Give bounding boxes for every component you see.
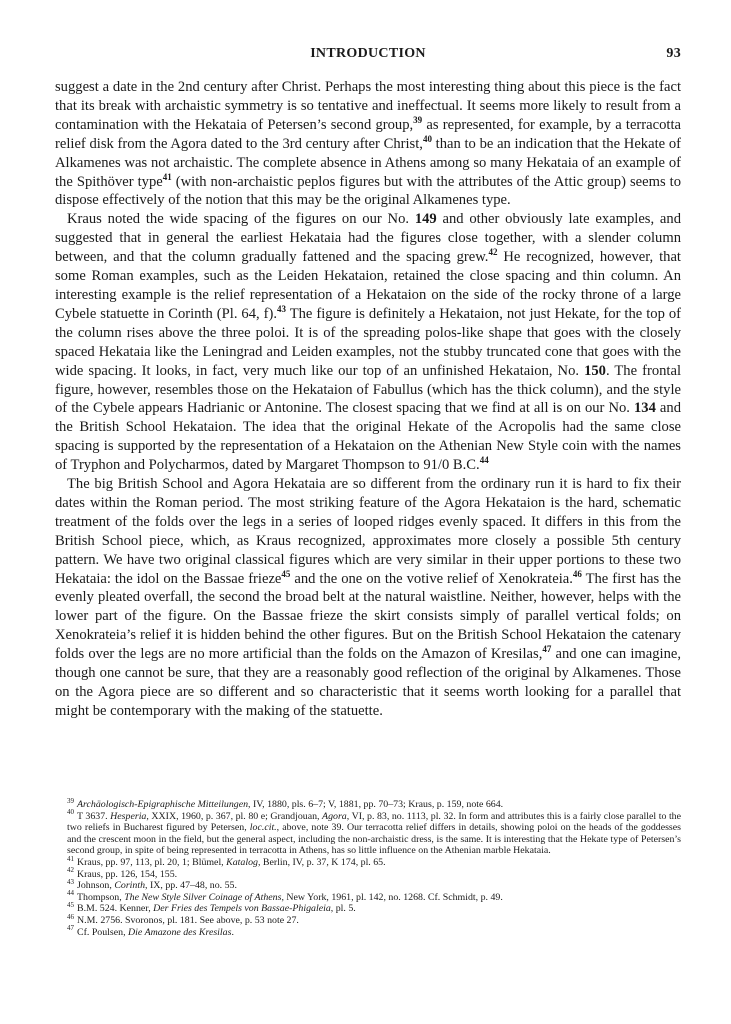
footnote-ref-45[interactable]: 45 [281, 568, 291, 579]
footnote-ref-42[interactable]: 42 [488, 247, 498, 258]
catalogue-number: 134 [633, 400, 656, 417]
footnote-45: $^{45}$ B.M. 524. Kenner, Der Fries des Tempels von Bassae-Phigaleia, pl. 5. [67, 901, 356, 915]
footnote-ref-44[interactable]: 44 [479, 455, 489, 466]
footnote-ref-41[interactable]: 41 [162, 171, 172, 182]
footnotes [55, 796, 682, 938]
footnote-39: $^{39}$ Archäologisch-Epigraphische Mitteilungen, IV, 1880, pls. 6–7; V, 1881, pp. 70–73; Kraus, p. 159, note 664. [67, 796, 504, 810]
page-title: INTRODUCTION [310, 46, 426, 61]
footnote-43: $^{43}$ Johnson, Corinth, IX, pp. 47–48, no. 55. [67, 877, 237, 892]
footnote-42: $^{42}$ Kraus, pp. 126, 154, 155. [67, 866, 178, 880]
footnote-40: $^{40}$ T 3637. Hesperia, XXIX, 1960, p. 367, pl. 80 e; Grandjouan, Agora, VI, p. 83, no. 1113, pl. 32. In form and attributes this is a fairly close parallel to the two reliefs in Bucharest figured by Petersen, loc.cit., above, note 39. Our terracotta relief differs in details, showing poloi on the heads of the goddesses and the crescent moon in the field, but the general aspect, including the non-archaistic dress, is the same. It is interesting that the Hekate type of Petersen’s second group, in spite of being represented in terracotta in Athens, has so little influence on the Athenian marble Hekataia. [67, 808, 682, 857]
catalogue-number: 150 [584, 362, 606, 379]
era-abbreviation: B.C. [452, 457, 480, 474]
footnote-47: $^{47}$ Cf. Poulsen, Die Amazone des Kresilas. [67, 924, 234, 938]
footnote-ref-47[interactable]: 47 [542, 644, 552, 655]
footnote-ref-46[interactable]: 46 [572, 568, 582, 579]
footnote-44: $^{44}$ Thompson, The New Style Silver Coinage of Athens, New York, 1961, pl. 142, no. 1268. Cf. Schmidt, p. 49. [67, 889, 503, 903]
running-head [55, 46, 681, 66]
page [55, 0, 681, 1024]
catalogue-number: 149 [414, 211, 437, 228]
paragraph-2: Kraus noted the wide spacing of the figures on our No. 149 and other obviously late examples, and suggested that in general the earliest Hekataia had the figures close together, with a slender column between, and that the column gradually fattened and the spacing grew.$^{42}$ He recognized, however, that some Roman examples, such as the Leiden Hekataion, retained the close spacing and thin column. An interesting example is the relief representation of a Hekataion on the side of the rocky throne of a large Cybele statuette in Corinth (Pl. 64, f).$^{43}$ The figure is definitely a Hekataion, not just Hekate, for the top of the column rises above the three poloi. It is of the spreading polos-like shape that goes with the closely spaced Hekataia like the Leningrad and Leiden examples, not the stubby truncated cone that goes with the wide spacing. It looks, in fact, very much like our top of an unfinished Hekataion, No. 150. The frontal figure, however, resembles those on the Hekataion of Fabullus (which has the thick column), and the style of the Cybele appears Hadrianic or Antonine. The closest spacing that we find at all is on our No. 134 and the British School Hekataion. The idea that the original Hekate of the Acropolis had the same close spacing is supported by the representation of a Hekataion on the Athenian New Style coin with the names of Tryphon and Polycharmos, dated by Margaret Thompson to 91/0 B.C.$^{44}$ [55, 211, 681, 474]
footnote-ref-39[interactable]: 39 [413, 114, 423, 125]
page-number: 93 [666, 46, 681, 61]
footnote-ref-43[interactable]: 43 [277, 304, 287, 315]
footnote-41: $^{41}$ Kraus, pp. 97, 113, pl. 20, 1; Blümel, Katalog, Berlin, IV, p. 37, K 174, pl. 65. [67, 854, 386, 868]
footnote-ref-40[interactable]: 40 [422, 133, 432, 144]
footnote-46: $^{46}$ N.M. 2756. Svoronos, pl. 181. See above, p. 53 note 27. [67, 912, 299, 926]
body-text [55, 78, 681, 721]
paragraph-3: The big British School and Agora Hekataia are so different from the ordinary run it is hard to fix their dates within the Roman period. The most striking feature of the Agora Hekataion is the hard, schematic treatment of the folds over the legs in a series of looped ridges evenly spaced. It differs in this from the British School piece, which, as Kraus recognized, approximates more closely a possible 5th century pattern. We have two original classical figures which are very similar in their upper portions to these two Hekataia: the idol on the Bassae frieze$^{45}$ and the one on the votive relief of Xenokrateia.$^{46}$ The first has the evenly pleated overfall, the second the broad belt at the natural waistline. Neither, however, helps with the lower part of the figure. On the Bassae frieze the skirt consists simply of parallel vertical folds; on Xenokrateia’s relief it is hidden behind the other figures. But on the British School Hekataion the catenary folds over the legs are no more artificial than the folds on the Amazon of Kresilas,$^{47}$ and one can imagine, though one cannot be sure, that they are a reasonably good reflection of the original by Alkamenes. Those on the Agora piece are so different and so characteristic that it seems worth looking for a parallel that might be contemporary with the making of the statuette. [55, 476, 681, 719]
paragraph-1: suggest a date in the 2nd century after Christ. Perhaps the most interesting thing about this piece is the fact that its break with archaistic symmetry is so tentative and ineffectual. It seems more likely to result from a contamination with the Hekataia of Petersen’s second group,$^{39}$ as represented, for example, by a terracotta relief disk from the Agora dated to the 3rd century after Christ,$^{40}$ than to be an indication that the Hekate of Alkamenes was not archaistic. The complete absence in Athens among so many Hekataia of an example of the Spithöver type$^{41}$ (with non-archaistic peplos figures but with the attributes of the Attic group) seems to dispose effectively of the notion that this may be the original Alkamenes type. [55, 79, 681, 209]
